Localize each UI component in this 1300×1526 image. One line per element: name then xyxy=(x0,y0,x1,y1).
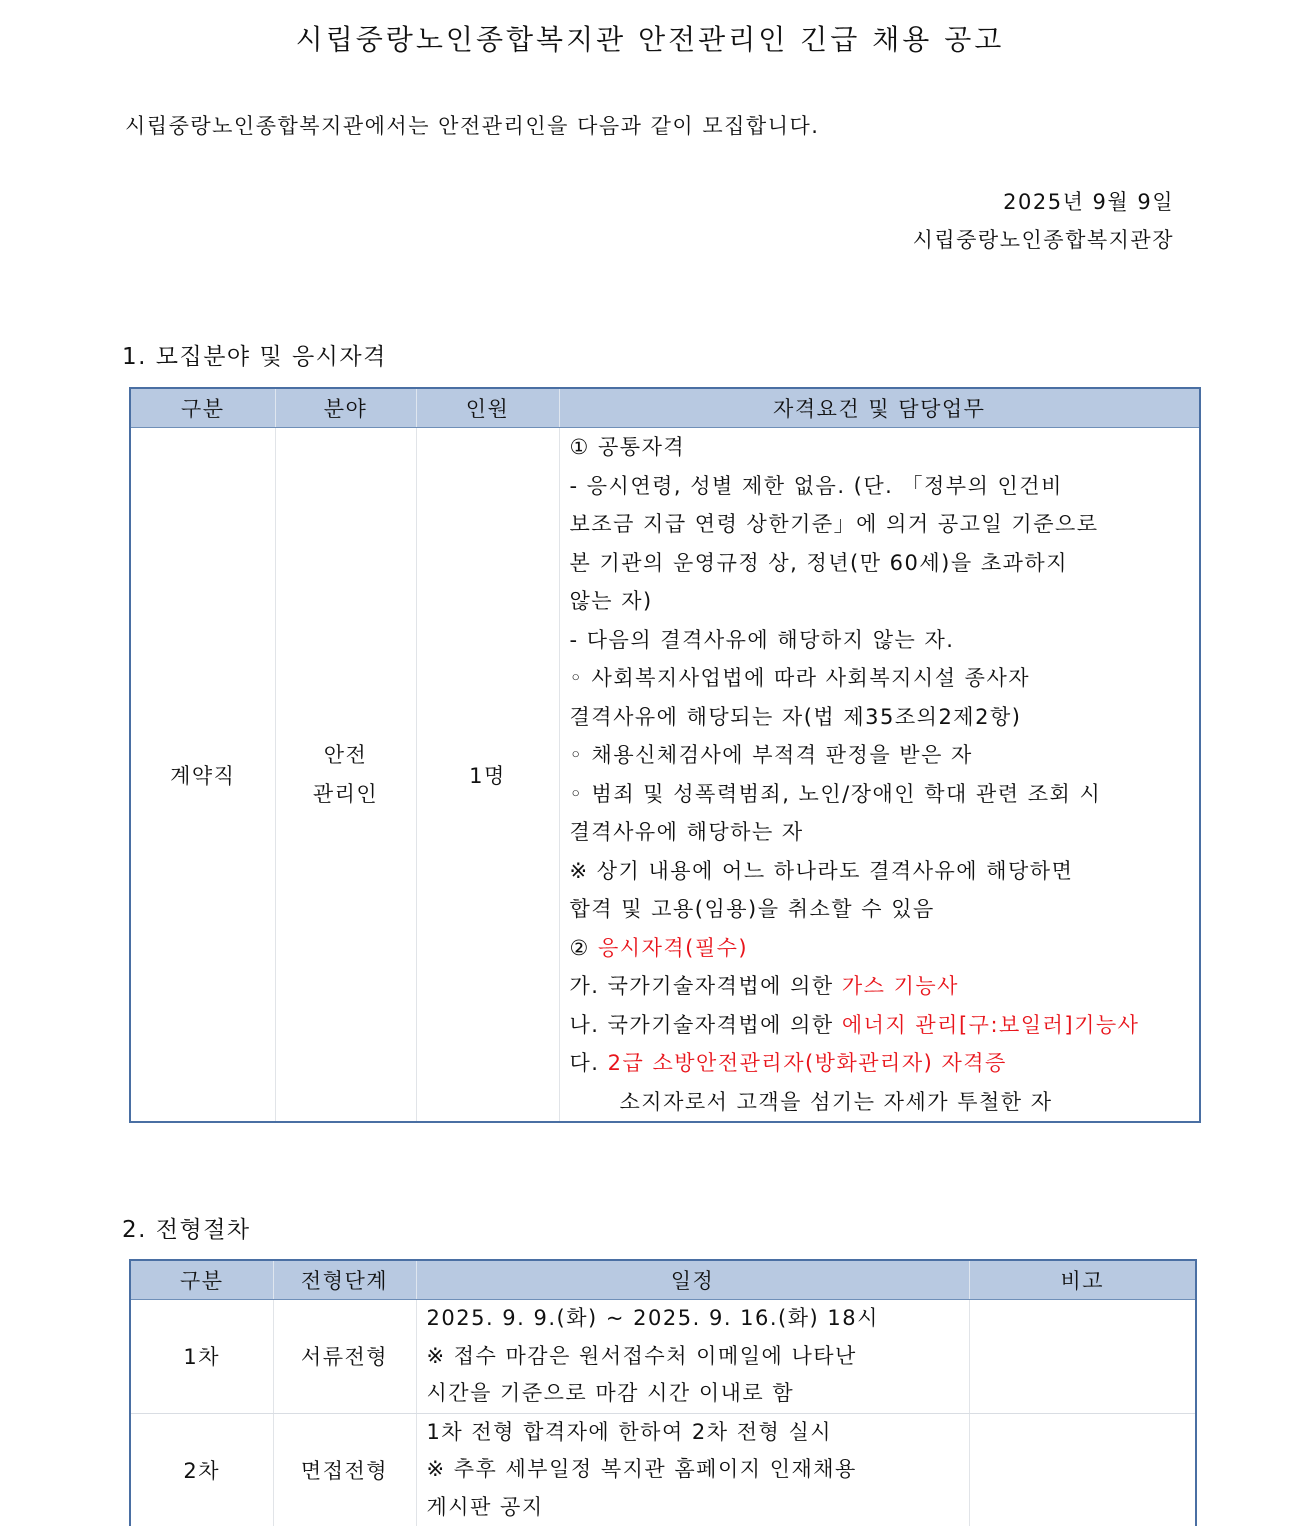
qualification-energy: 에너지 관리[구:보일러]기능사 xyxy=(842,1013,1140,1037)
field-cell xyxy=(275,428,416,1123)
req-qualification-item xyxy=(570,967,1192,1006)
category-value: 계약직 xyxy=(170,764,235,788)
field-line-1: 안전 xyxy=(276,736,416,775)
count-cell xyxy=(416,428,559,1123)
schedule-cell xyxy=(416,1413,969,1526)
req-line: - 다음의 결격사유에 해당하지 않는 자. xyxy=(570,621,1192,660)
req-line: 본 기관의 운영규정 상, 정년(만 60세)을 초과하지 xyxy=(570,544,1192,583)
stage-cell: 2차 xyxy=(130,1413,273,1526)
header-schedule: 일정 xyxy=(416,1260,969,1300)
req-line: 소지자로서 고객을 섬기는 자세가 투철한 자 xyxy=(570,1083,1192,1122)
intro-text: 시립중랑노인종합복지관에서는 안전관리인을 다음과 같이 모집합니다. xyxy=(125,110,819,140)
note-cell xyxy=(969,1300,1196,1414)
req-line: ◦ 범죄 및 성폭력범죄, 노인/장애인 학대 관련 조회 시 xyxy=(570,775,1192,814)
req-line: ◦ 채용신체검사에 부적격 판정을 받은 자 xyxy=(570,736,1192,775)
req-line: 결격사유에 해당하는 자 xyxy=(570,813,1192,852)
req-note: 합격 및 고용(임용)을 취소할 수 있음 xyxy=(570,890,1192,929)
announcement-date: 2025년 9월 9일 xyxy=(1003,186,1174,216)
section-1-heading: 1. 모집분야 및 응시자격 xyxy=(122,338,387,371)
req-line: 않는 자) xyxy=(570,582,1192,621)
qualification-title: 응시자격(필수) xyxy=(598,936,748,960)
req-line: ◦ 사회복지사업법에 따라 사회복지시설 종사자 xyxy=(570,659,1192,698)
category-cell xyxy=(130,428,275,1123)
header-requirements: 자격요건 및 담당업무 xyxy=(559,388,1200,428)
qualification-number: ② xyxy=(570,936,590,960)
schedule-line: 1차 전형 합격자에 한하여 2차 전형 실시 xyxy=(427,1414,969,1452)
schedule-line: 게시판 공지 xyxy=(427,1489,969,1526)
header-type: 전형단계 xyxy=(273,1260,416,1300)
requirements-cell xyxy=(559,428,1200,1123)
recruitment-table xyxy=(129,387,1201,1123)
page-title: 시립중랑노인종합복지관 안전관리인 긴급 채용 공고 xyxy=(0,18,1300,58)
header-stage: 구분 xyxy=(130,1260,273,1300)
req-line: 보조금 지급 연령 상한기준」에 의거 공고일 기준으로 xyxy=(570,505,1192,544)
qualification-fire: 2급 소방안전관리자(방화관리자) 자격증 xyxy=(608,1051,1007,1075)
issuer-name: 시립중랑노인종합복지관장 xyxy=(913,224,1174,254)
req-qualification-item xyxy=(570,1044,1192,1083)
qualification-gas: 가스 기능사 xyxy=(842,974,959,998)
table-row xyxy=(130,1300,1196,1414)
count-value: 1명 xyxy=(469,764,506,788)
type-cell: 서류전형 xyxy=(273,1300,416,1414)
section-2-heading: 2. 전형절차 xyxy=(122,1211,251,1244)
schedule-line: 2025. 9. 9.(화) ~ 2025. 9. 16.(화) 18시 xyxy=(427,1300,969,1338)
header-category: 구분 xyxy=(130,388,275,428)
schedule-line: 시간을 기준으로 마감 시간 이내로 함 xyxy=(427,1375,969,1413)
table-row xyxy=(130,1413,1196,1526)
header-count: 인원 xyxy=(416,388,559,428)
selection-process-table xyxy=(129,1259,1197,1526)
table-header-row xyxy=(130,388,1200,428)
field-line-2: 관리인 xyxy=(276,775,416,814)
schedule-line: ※ 추후 세부일정 복지관 홈페이지 인재채용 xyxy=(427,1451,969,1489)
header-field: 분야 xyxy=(275,388,416,428)
req-qualification-item xyxy=(570,1006,1192,1045)
req-line: 결격사유에 해당되는 자(법 제35조의2제2항) xyxy=(570,698,1192,737)
table-header-row xyxy=(130,1260,1196,1300)
schedule-cell xyxy=(416,1300,969,1414)
qualification-prefix: 나. 국가기술자격법에 의한 xyxy=(570,1013,834,1037)
req-qualification-heading xyxy=(570,929,1192,968)
req-line: - 응시연령, 성별 제한 없음. (단. 「정부의 인건비 xyxy=(570,467,1192,506)
header-note: 비고 xyxy=(969,1260,1196,1300)
type-cell: 면접전형 xyxy=(273,1413,416,1526)
stage-cell: 1차 xyxy=(130,1300,273,1414)
table-row xyxy=(130,428,1200,1123)
req-note: ※ 상기 내용에 어느 하나라도 결격사유에 해당하면 xyxy=(570,852,1192,891)
qualification-prefix: 가. 국가기술자격법에 의한 xyxy=(570,974,834,998)
req-common-heading: ① 공통자격 xyxy=(570,428,1192,467)
qualification-prefix: 다. xyxy=(570,1051,600,1075)
note-cell xyxy=(969,1413,1196,1526)
schedule-line: ※ 접수 마감은 원서접수처 이메일에 나타난 xyxy=(427,1338,969,1376)
